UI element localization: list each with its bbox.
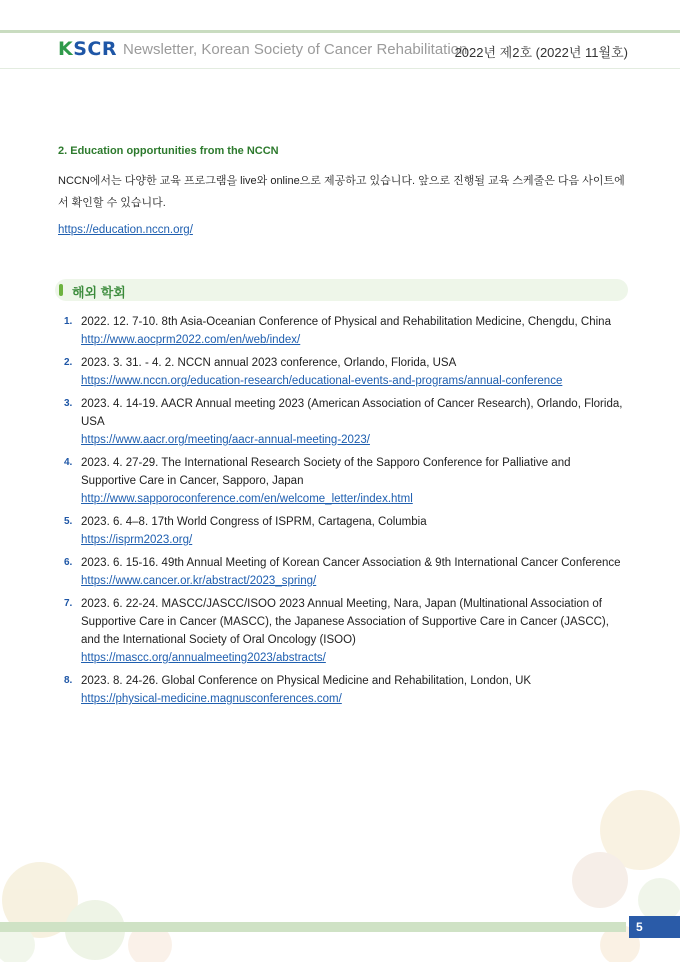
list-item [62, 354, 628, 390]
item-number: 4. [64, 457, 73, 468]
nccn-education-link[interactable]: https://education.nccn.org/ [58, 224, 193, 236]
kscr-logo: KSCR [58, 38, 117, 60]
overseas-heading: 해외 학회 [72, 285, 126, 300]
heading-marker-icon [59, 284, 63, 296]
item-number: 5. [64, 516, 73, 527]
list-item [62, 313, 628, 349]
conference-link[interactable]: http://www.sapporoconference.com/en/welcome_letter/index.html [81, 493, 413, 505]
item-number: 2. [64, 357, 73, 368]
item-number: 8. [64, 675, 73, 686]
conference-text: 2023. 6. 22-24. MASCC/JASCC/ISOO 2023 Annual Meeting, Nara, Japan (Multinational Association of Supportive Care in Cancer (MASCC), the Japanese Association of Supportive Care in Cancer (JASCC), and the International Society of Oral Oncology (ISOO) [81, 598, 609, 646]
conference-text: 2023. 6. 4–8. 17th World Congress of ISPRM, Cartagena, Columbia [81, 516, 427, 528]
list-item [62, 513, 628, 549]
top-rule [0, 30, 680, 33]
conference-link[interactable]: https://isprm2023.org/ [81, 534, 193, 546]
list-item [62, 672, 628, 708]
education-paragraph: NCCN에서는 다양한 교육 프로그램을 live와 online으로 제공하고 있습니다. 앞으로 진행될 교육 스케줄은 다음 사이트에서 확인할 수 있습니다. [58, 175, 625, 209]
conference-link[interactable]: https://physical-medicine.magnusconferences.com/ [81, 693, 342, 705]
conference-link[interactable]: https://www.cancer.or.kr/abstract/2023_spring/ [81, 575, 317, 587]
newsletter-title: Newsletter, Korean Society of Cancer Rehabilitation [123, 41, 468, 58]
item-number: 1. [64, 316, 73, 327]
list-item [62, 595, 628, 667]
conference-link[interactable]: https://www.nccn.org/education-research/educational-events-and-programs/annual-conference [81, 375, 563, 387]
conference-text: 2023. 4. 27-29. The International Research Society of the Sapporo Conference for Palliative and Supportive Care in Cancer, Sapporo, Japan [81, 457, 571, 487]
conference-text: 2023. 8. 24-26. Global Conference on Physical Medicine and Rehabilitation, London, UK [81, 675, 532, 687]
item-number: 7. [64, 598, 73, 609]
conference-link[interactable]: http://www.aocprm2022.com/en/web/index/ [81, 334, 301, 346]
overseas-heading-bar [55, 279, 628, 301]
issue-label: 2022년 제2호 (2022년 11월호) [454, 45, 628, 60]
conference-text: 2023. 6. 15-16. 49th Annual Meeting of Korean Cancer Association & 9th International Cancer Conference [81, 557, 621, 569]
conference-text: 2023. 3. 31. - 4. 2. NCCN annual 2023 conference, Orlando, Florida, USA [81, 357, 457, 369]
item-number: 6. [64, 557, 73, 568]
item-number: 3. [64, 398, 73, 409]
list-item [62, 395, 628, 449]
list-item [62, 454, 628, 508]
education-section-title: 2. Education opportunities from the NCCN [58, 145, 279, 157]
header-rule [0, 68, 680, 69]
conference-link[interactable]: https://mascc.org/annualmeeting2023/abstracts/ [81, 652, 326, 664]
page-header [58, 38, 628, 64]
footer-rule [0, 922, 626, 932]
list-item [62, 554, 628, 590]
conference-link[interactable]: https://www.aacr.org/meeting/aacr-annual-meeting-2023/ [81, 434, 370, 446]
conference-list [62, 313, 628, 713]
conference-text: 2023. 4. 14-19. AACR Annual meeting 2023 (American Association of Cancer Research), Orlando, Florida, USA [81, 398, 623, 428]
conference-text: 2022. 12. 7-10. 8th Asia-Oceanian Conference of Physical and Rehabilitation Medicine, Chengdu, China [81, 316, 611, 328]
page-number: 5 [636, 920, 643, 934]
